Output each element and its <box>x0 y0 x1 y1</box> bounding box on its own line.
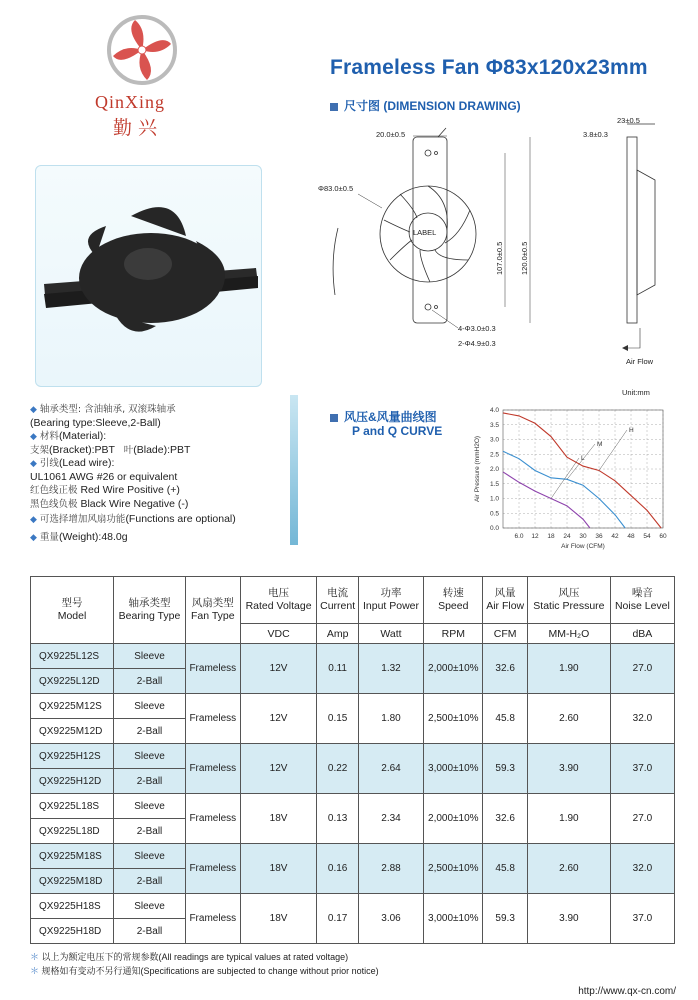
power-cell: 2.64 <box>358 744 423 794</box>
bearing-cell: Sleeve <box>114 644 186 669</box>
current-cell: 0.11 <box>317 644 358 694</box>
footnotes <box>30 950 379 978</box>
header-cn: 风压 <box>558 587 580 599</box>
y-tick-label: 1.0 <box>489 495 499 503</box>
table-row <box>31 894 675 919</box>
unit-cell: VDC <box>240 624 317 644</box>
model-cell: QX9225L12S <box>31 644 114 669</box>
spec-list <box>30 403 300 544</box>
series-label: M <box>597 441 603 448</box>
header-en: Rated Voltage <box>245 600 312 612</box>
spec-lead: ◆ 引线(Lead wire): <box>30 457 115 469</box>
speed-cell: 3,000±10% <box>424 894 483 944</box>
pq-section-title-cn: 风压&风量曲线图 <box>330 408 437 425</box>
airflow-cell: 45.8 <box>483 844 528 894</box>
bearing-cell: 2-Ball <box>114 819 186 844</box>
bearing-cell: Sleeve <box>114 844 186 869</box>
header-en: Static Pressure <box>533 600 605 612</box>
bullet-diamond-icon: ◆ <box>30 431 37 441</box>
asterisk-icon: ＊ <box>30 952 40 962</box>
bearing-cell: Sleeve <box>114 894 186 919</box>
voltage-cell: 18V <box>240 794 317 844</box>
noise-cell: 27.0 <box>610 644 674 694</box>
noise-cell: 32.0 <box>610 844 674 894</box>
power-cell: 1.80 <box>358 694 423 744</box>
diameter-dimension: Φ83.0±0.5 <box>318 184 354 193</box>
y-tick-label: 2.0 <box>489 466 499 473</box>
x-tick-label: 30 <box>579 533 587 540</box>
airflow-cell: 59.3 <box>483 894 528 944</box>
model-cell: QX9225L18D <box>31 819 114 844</box>
side-bracket <box>627 137 637 323</box>
page-title: Frameless Fan Φ83x120x23mm <box>330 56 648 79</box>
table-header-cell <box>358 577 423 624</box>
brand-name: QinXing <box>95 92 165 112</box>
table-header-cell <box>424 577 483 624</box>
bullet-diamond-icon: ◆ <box>30 458 37 468</box>
table-header-cell <box>317 577 358 624</box>
current-cell: 0.16 <box>317 844 358 894</box>
voltage-cell: 12V <box>240 744 317 794</box>
header-en: Input Power <box>362 600 420 612</box>
pressure-cell: 2.60 <box>527 844 610 894</box>
voltage-cell: 18V <box>240 894 317 944</box>
unit-cell: Amp <box>317 624 358 644</box>
spec-bracket-blade: 支架(Bracket):PBT 叶(Blade):PBT <box>30 443 191 456</box>
x-tick-label: 42 <box>611 533 619 540</box>
y-axis-label: Air Pressure (mmH2O) <box>474 435 481 503</box>
inner-height-dimension: 107.0±0.5 <box>495 241 504 275</box>
pressure-cell: 1.90 <box>527 644 610 694</box>
x-tick-label: 12 <box>531 533 539 540</box>
table-header-cell <box>185 577 240 644</box>
model-cell: QX9225H18S <box>31 894 114 919</box>
speed-cell: 2,000±10% <box>424 644 483 694</box>
series-line-L <box>503 472 590 528</box>
current-cell: 0.17 <box>317 894 358 944</box>
asterisk-icon: ＊ <box>30 966 40 976</box>
website-link[interactable]: http://www.qx-cn.com/ <box>578 986 676 997</box>
model-cell: QX9225H12D <box>31 769 114 794</box>
x-tick-label: 24 <box>563 533 571 540</box>
x-axis-label: Air Flow (CFM) <box>561 543 605 550</box>
table-header-cell <box>31 577 114 644</box>
y-tick-label: 0.0 <box>489 525 499 532</box>
airflow-cell: 32.6 <box>483 644 528 694</box>
header-en: Noise Level <box>614 600 670 612</box>
spec-table <box>30 576 675 944</box>
bearing-cell: 2-Ball <box>114 669 186 694</box>
fan-type-cell: Frameless <box>185 894 240 944</box>
header-cn: 电压 <box>268 587 290 599</box>
model-cell: QX9225H12S <box>31 744 114 769</box>
model-cell: QX9225M12D <box>31 719 114 744</box>
series-line-M <box>503 451 625 528</box>
header-cn: 转速 <box>442 587 464 599</box>
dimension-section-title: 尺寸图 (DIMENSION DRAWING) <box>330 97 521 114</box>
y-tick-label: 2.5 <box>489 451 499 459</box>
power-cell: 2.88 <box>358 844 423 894</box>
header-cn: 轴承类型 <box>128 597 171 609</box>
table-header-cell <box>114 577 186 644</box>
current-cell: 0.15 <box>317 694 358 744</box>
spec-bearing: ◆ 轴承类型: 含油轴承, 双滚珠轴承 <box>30 404 176 415</box>
table-header-cell <box>483 577 528 624</box>
bearing-cell: 2-Ball <box>114 719 186 744</box>
speed-cell: 2,500±10% <box>424 844 483 894</box>
y-tick-label: 1.5 <box>489 480 499 488</box>
model-cell: QX9225L18S <box>31 794 114 819</box>
bearing-cell: Sleeve <box>114 694 186 719</box>
model-cell: QX9225M18D <box>31 869 114 894</box>
airflow-cell: 45.8 <box>483 694 528 744</box>
model-cell: QX9225M18S <box>31 844 114 869</box>
noise-cell: 32.0 <box>610 694 674 744</box>
y-tick-label: 3.5 <box>489 421 499 429</box>
table-row <box>31 794 675 819</box>
header-en: Bearing Type <box>118 610 181 622</box>
fan-type-cell: Frameless <box>185 844 240 894</box>
bullet-diamond-icon: ◆ <box>30 404 37 414</box>
series-line-H <box>503 413 661 528</box>
footnote-1: ＊ 以上为额定电压下的常规参数(All readings are typical values at rated voltage) <box>30 952 349 962</box>
bearing-cell: 2-Ball <box>114 919 186 944</box>
fan-label-text: LABEL <box>413 228 437 237</box>
product-photo <box>35 165 262 387</box>
airflow-label: Air Flow <box>626 357 654 366</box>
pressure-cell: 2.60 <box>527 694 610 744</box>
spec-black-wire: 黑色线负极 Black Wire Negative (-) <box>30 497 189 510</box>
header-en: Air Flow <box>486 600 525 612</box>
hub-dimension: 3.8±0.3 <box>583 130 608 139</box>
noise-cell: 27.0 <box>610 794 674 844</box>
header-en: Model <box>57 610 87 622</box>
pressure-cell: 1.90 <box>527 794 610 844</box>
header-cn: 电流 <box>327 587 349 599</box>
bullet-diamond-icon: ◆ <box>30 531 37 542</box>
airflow-cell: 59.3 <box>483 744 528 794</box>
header-en: Speed <box>438 600 469 612</box>
unit-cell: Watt <box>358 624 423 644</box>
bearing-cell: Sleeve <box>114 744 186 769</box>
x-tick-label: 18 <box>547 533 555 540</box>
speed-cell: 2,500±10% <box>424 694 483 744</box>
y-tick-label: 4.0 <box>489 407 499 414</box>
bullet-diamond-icon: ◆ <box>30 514 37 524</box>
noise-cell: 37.0 <box>610 894 674 944</box>
voltage-cell: 12V <box>240 694 317 744</box>
header-cn: 功率 <box>380 587 402 599</box>
series-leader-line <box>599 430 627 470</box>
header-cn: 风扇类型 <box>191 597 234 609</box>
outer-height-dimension: 120.0±0.5 <box>520 241 529 275</box>
brand-name-cn: 勤 兴 <box>113 117 158 139</box>
series-label: L <box>581 455 585 462</box>
unit-cell: MM-H₂O <box>527 624 610 644</box>
depth-dimension: 23±0.5 <box>617 116 640 125</box>
header-cn: 噪音 <box>631 587 653 599</box>
spec-weight: ◆ 重量(Weight):48.0g <box>30 530 128 543</box>
width-dimension: 20.0±0.5 <box>376 130 406 139</box>
voltage-cell: 12V <box>240 644 317 694</box>
noise-cell: 37.0 <box>610 744 674 794</box>
current-cell: 0.13 <box>317 794 358 844</box>
airflow-arrow-icon <box>622 345 628 351</box>
unit-label: Unit:mm <box>622 388 650 397</box>
hole-dimension-1: 4-Φ3.0±0.3 <box>458 324 496 333</box>
spec-red-wire: 红色线正极 Red Wire Positive (+) <box>30 484 180 496</box>
current-cell: 0.22 <box>317 744 358 794</box>
table-header-cell <box>610 577 674 624</box>
x-tick-label: 54 <box>643 533 651 540</box>
power-cell: 1.32 <box>358 644 423 694</box>
fan-type-cell: Frameless <box>185 794 240 844</box>
bearing-cell: 2-Ball <box>114 869 186 894</box>
table-row <box>31 694 675 719</box>
bearing-cell: Sleeve <box>114 794 186 819</box>
table-header-cell <box>527 577 610 624</box>
dimension-drawing <box>310 110 685 400</box>
pressure-cell: 3.90 <box>527 744 610 794</box>
fan-type-cell: Frameless <box>185 744 240 794</box>
pq-section-title-en: P and Q CURVE <box>352 424 443 438</box>
airflow-cell: 32.6 <box>483 794 528 844</box>
spec-lead-detail: UL1061 AWG #26 or equivalent <box>30 470 178 483</box>
bearing-cell: 2-Ball <box>114 769 186 794</box>
table-row <box>31 744 675 769</box>
fan-photo <box>36 166 261 386</box>
power-cell: 2.34 <box>358 794 423 844</box>
unit-cell: RPM <box>424 624 483 644</box>
x-tick-label: 6.0 <box>514 533 524 540</box>
brand-logo <box>95 10 190 92</box>
footnote-2: ＊ 规格如有变动不另行通知(Specifications are subjected to change without prior notice) <box>30 966 379 976</box>
x-tick-label: 36 <box>595 533 603 540</box>
y-tick-label: 0.5 <box>489 510 499 518</box>
header-cn: 型号 <box>61 597 83 609</box>
pressure-cell: 3.90 <box>527 894 610 944</box>
table-row <box>31 644 675 669</box>
bullet-square-icon <box>330 414 338 422</box>
header-en: Fan Type <box>191 610 235 622</box>
fan-type-cell: Frameless <box>185 694 240 744</box>
x-tick-label: 48 <box>627 533 635 540</box>
spec-bearing-en: (Bearing type:Sleeve,2-Ball) <box>30 416 161 429</box>
fan-type-cell: Frameless <box>185 644 240 694</box>
pq-chart <box>465 400 675 560</box>
y-tick-label: 3.0 <box>489 436 499 444</box>
table-header-row <box>31 577 675 624</box>
spec-functions: ◆ 可选择增加风扇功能(Functions are optional) <box>30 513 236 525</box>
hole-dimension-2: 2-Φ4.9±0.3 <box>458 339 496 348</box>
unit-cell: CFM <box>483 624 528 644</box>
series-label: H <box>629 427 634 434</box>
x-tick-label: 60 <box>659 533 667 540</box>
model-cell: QX9225M12S <box>31 694 114 719</box>
table-header-cell <box>240 577 317 624</box>
speed-cell: 3,000±10% <box>424 744 483 794</box>
model-cell: QX9225L12D <box>31 669 114 694</box>
header-cn: 风量 <box>494 587 516 599</box>
speed-cell: 2,000±10% <box>424 794 483 844</box>
unit-cell: dBA <box>610 624 674 644</box>
spec-material: ◆ 材料(Material): <box>30 430 107 442</box>
voltage-cell: 18V <box>240 844 317 894</box>
header-en: Current <box>320 600 356 612</box>
power-cell: 3.06 <box>358 894 423 944</box>
table-row <box>31 844 675 869</box>
model-cell: QX9225H18D <box>31 919 114 944</box>
